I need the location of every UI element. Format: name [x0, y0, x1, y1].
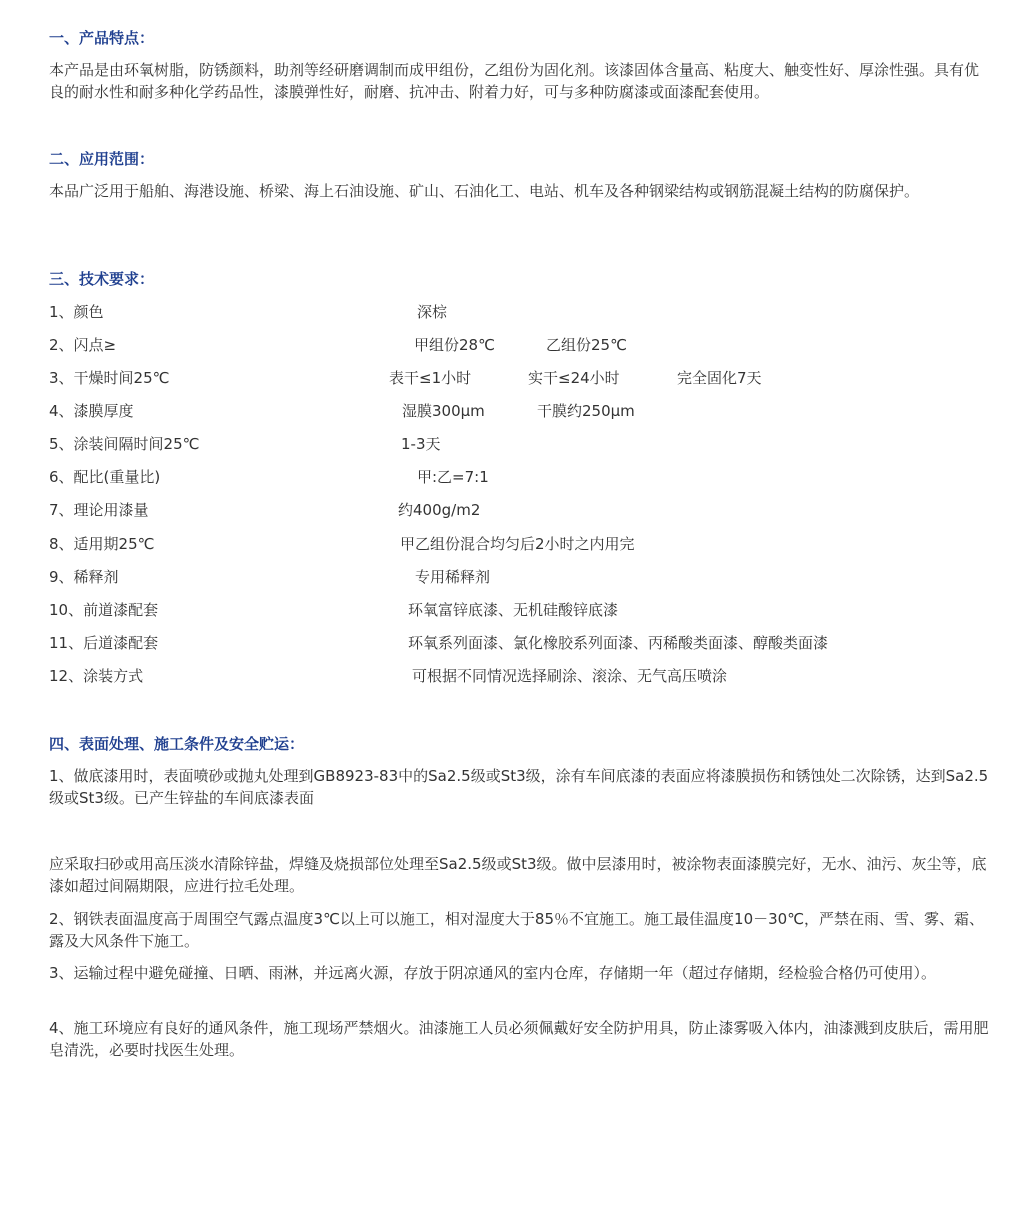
- spec-value: 环氧系列面漆、氯化橡胶系列面漆、丙稀酸类面漆、醇酸类面漆: [408, 634, 829, 652]
- spec-label: 4、漆膜厚度: [49, 402, 134, 420]
- spec-value: 1-3天: [401, 435, 441, 453]
- spec-label: 5、涂装间隔时间25℃: [49, 435, 200, 453]
- section-heading-surface: 四、表面处理、施工条件及安全贮运：: [49, 735, 305, 753]
- spec-value: 环氧富锌底漆、无机硅酸锌底漆: [408, 601, 619, 619]
- spec-label: 12、涂装方式: [49, 667, 144, 685]
- spec-value: 实干≤24小时: [528, 369, 620, 387]
- safety-paragraph: 4、施工环境应有良好的通风条件，施工现场严禁烟火。油漆施工人员必须佩戴好安全防护用具，防止漆雾吸入体内，油漆溅到皮肤后，需用肥皂清洗，必要时找医生处理。: [49, 1019, 989, 1059]
- features-paragraph: 本产品是由环氧树脂，防锈颜料，助剂等经研磨调制而成甲组份，乙组份为固化剂。该漆固体含量高、粘度大、触变性好、厚涂性强。具有优良的耐水性和耐多种化学药品性，漆膜弹性好，耐磨、抗冲击、附着力好，可与多种防腐漆或面漆配套使用。: [49, 61, 980, 101]
- spec-label: 11、后道漆配套: [49, 634, 159, 652]
- surface-paragraph-1: 1、做底漆用时，表面喷砂或抛丸处理到GB8923-83中的Sa2.5级或St3级，涂有车间底漆的表面应将漆膜损伤和锈蚀处二次除锈，达到Sa2.5级或St3级。已产生锌盐的车间底漆表面: [49, 767, 989, 807]
- spec-label: 2、闪点≥: [49, 336, 117, 354]
- spec-label: 3、干燥时间25℃: [49, 369, 170, 387]
- spec-value: 深棕: [417, 303, 448, 321]
- spec-value: 可根据不同情况选择刷涂、滚涂、无气高压喷涂: [412, 667, 728, 685]
- spec-label: 6、配比(重量比): [49, 468, 161, 486]
- spec-label: 1、颜色: [49, 303, 104, 321]
- transport-paragraph: 3、运输过程中避免碰撞、日晒、雨淋，并远离火源，存放于阴凉通风的室内仓库，存储期一年（超过存储期，经检验合格仍可使用）。: [49, 964, 937, 982]
- spec-label: 7、理论用漆量: [49, 501, 149, 519]
- surface-paragraph-2: 应采取扫砂或用高压淡水清除锌盐，焊缝及烧损部位处理至Sa2.5级或St3级。做中层漆用时，被涂物表面漆膜完好，无水、油污、灰尘等，底漆如超过间隔期限，应进行拉毛处理。: [49, 855, 987, 895]
- spec-row: [49, 499, 989, 521]
- spec-row: [49, 301, 989, 323]
- section-heading-scope: 二、应用范围：: [49, 150, 155, 168]
- spec-value: 表干≤1小时: [389, 369, 472, 387]
- spec-value: 甲乙组份混合均匀后2小时之内用完: [400, 535, 635, 553]
- spec-value: 甲:乙=7:1: [417, 468, 489, 486]
- spec-value: 约400g/m2: [398, 501, 481, 519]
- spec-value: 甲组份28℃: [414, 336, 495, 354]
- spec-row: [49, 466, 989, 488]
- scope-paragraph: 本品广泛用于船舶、海港设施、桥梁、海上石油设施、矿山、石油化工、电站、机车及各种钢梁结构或钢筋混凝土结构的防腐保护。: [49, 182, 920, 200]
- spec-value: 湿膜300μm: [402, 402, 485, 420]
- spec-label: 9、稀释剂: [49, 568, 119, 586]
- spec-row: [49, 632, 989, 654]
- spec-row: [49, 334, 989, 356]
- spec-row: [49, 599, 989, 621]
- spec-label: 10、前道漆配套: [49, 601, 159, 619]
- spec-row: [49, 400, 989, 422]
- spec-value: 完全固化7天: [677, 369, 762, 387]
- spec-row: [49, 533, 989, 555]
- spec-row: [49, 367, 989, 389]
- spec-row: [49, 566, 989, 588]
- spec-row: [49, 665, 989, 687]
- spec-label: 8、适用期25℃: [49, 535, 155, 553]
- spec-row: [49, 433, 989, 455]
- spec-value: 专用稀释剂: [415, 568, 491, 586]
- section-heading-tech: 三、技术要求：: [49, 270, 155, 288]
- spec-value: 干膜约250μm: [537, 402, 635, 420]
- spec-value: 乙组份25℃: [546, 336, 627, 354]
- section-heading-features: 一、产品特点：: [49, 29, 155, 47]
- conditions-paragraph: 2、钢铁表面温度高于周围空气露点温度3℃以上可以施工，相对湿度大于85％不宜施工。施工最佳温度10－30℃，严禁在雨、雪、雾、霜、露及大风条件下施工。: [49, 910, 985, 950]
